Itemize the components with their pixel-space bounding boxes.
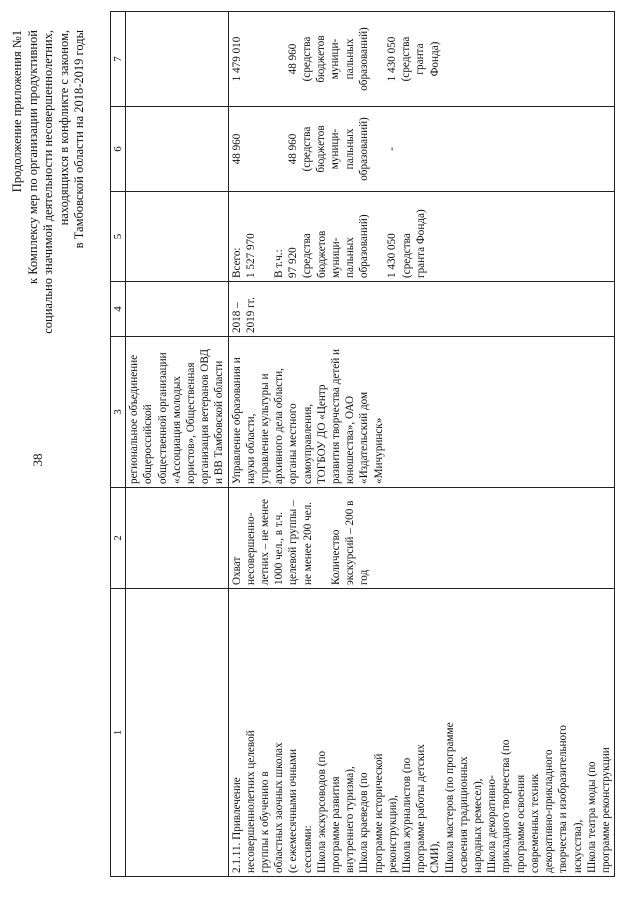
spacer xyxy=(371,15,385,103)
cell-line: (средства xyxy=(301,233,314,278)
cell-line: юристов», Общественная xyxy=(185,362,198,484)
cell-line: Школа театра моды (по xyxy=(585,761,598,873)
measure-description xyxy=(228,589,614,877)
cell-line: реконструкции), xyxy=(386,795,399,873)
cell-line: Всего: xyxy=(230,247,243,278)
cell-line: 48 960 xyxy=(286,133,299,165)
funding-2019 xyxy=(228,12,614,107)
header-line: социально значимой деятельности несовершеннолетних, xyxy=(41,30,55,334)
cell-line: СМИ), xyxy=(429,840,442,873)
table-row xyxy=(228,12,614,877)
cell-line: сессиями: xyxy=(301,825,314,873)
continuation-cell-4 xyxy=(126,282,228,337)
cell-line: муници- xyxy=(329,237,342,278)
cell-line: управление культуры и xyxy=(259,373,272,484)
column-number: 2 xyxy=(111,488,126,589)
cell-line: программе развития xyxy=(330,776,343,873)
cell-line: Фонда) xyxy=(428,41,441,77)
cell-line: общественной организации xyxy=(156,352,169,484)
cell-line: «Мичуринск» xyxy=(372,417,385,484)
continuation-cell-1 xyxy=(126,589,228,877)
spacer xyxy=(371,195,385,278)
continuation-cell-7 xyxy=(126,12,228,107)
spacer xyxy=(258,195,272,278)
cell-line: В т.ч.: xyxy=(273,249,286,278)
continuation-cell-5 xyxy=(126,192,228,282)
cell-line: творчества и изобразительного xyxy=(557,724,570,873)
cell-line: прикладного творчества (по xyxy=(500,739,513,873)
cell-line: 1 527 970 xyxy=(244,233,257,278)
cell-line: (средства xyxy=(400,36,413,82)
cell-line: «Ассоциация молодых xyxy=(170,376,183,484)
spacer xyxy=(244,110,258,188)
cell-line: 1 430 050 xyxy=(386,233,399,278)
cell-line: народных ремесел), xyxy=(472,778,485,873)
cell-line: группы к обучению в xyxy=(259,771,272,873)
cell-line: самоуправления, xyxy=(301,403,314,484)
cell-line: и ВВ Тамбовской области xyxy=(213,360,226,484)
cell-line: программе освоения xyxy=(514,774,527,873)
cell-line: экскурсий – 200 в xyxy=(344,500,357,585)
funding-total xyxy=(228,192,614,282)
cell-line: региональное объединение xyxy=(128,354,141,484)
continuation-cell-6 xyxy=(126,107,228,192)
cell-line: пальных xyxy=(343,128,356,170)
page-number: 38 xyxy=(30,453,45,467)
cell-line: Охват xyxy=(230,556,243,585)
cell-line: программе реконструкции xyxy=(599,747,612,873)
cell-line: современных техник xyxy=(528,773,541,873)
continuation-row xyxy=(126,12,228,877)
cell-line: 48 960 xyxy=(230,133,243,165)
cell-line: освоения традиционных xyxy=(457,756,470,873)
cell-line: Школа мастеров (по программе xyxy=(443,722,456,873)
header-line: Продолжение приложения №1 xyxy=(10,30,24,193)
cell-line: архивного дела области, xyxy=(273,368,286,484)
cell-line: юношества», ОАО xyxy=(344,395,357,484)
cell-line: - xyxy=(386,147,399,151)
continuation-cell-2 xyxy=(126,488,228,589)
cell-line: Школа краеведов (по xyxy=(358,772,371,873)
cell-line: 1000 чел., в т.ч. xyxy=(273,511,286,585)
cell-line: программе исторической xyxy=(372,753,385,873)
cell-line: (средства xyxy=(301,126,314,172)
column-number: 3 xyxy=(111,337,126,488)
spacer xyxy=(272,15,286,103)
cell-line: Управление образования и xyxy=(230,357,243,484)
cell-line: 2.1.11. Привлечение xyxy=(230,777,243,873)
column-number: 5 xyxy=(111,192,126,282)
cell-line: (средства xyxy=(301,36,314,82)
cell-line: бюджетов xyxy=(315,35,328,83)
spacer xyxy=(258,110,272,188)
period xyxy=(228,282,614,337)
cell-line: целевой группы – xyxy=(287,500,300,585)
cell-line: год xyxy=(358,569,371,585)
cell-line: 48 960 xyxy=(286,43,299,75)
cell-line: внутреннего туризма), xyxy=(344,766,357,873)
cell-line: образований) xyxy=(357,27,370,91)
header-line: находящихся в конфликте с законом, xyxy=(56,30,71,226)
cell-line: бюджетов xyxy=(315,125,328,173)
cell-line: 97 920 xyxy=(287,247,300,278)
cell-line: областных заочных школах xyxy=(273,742,286,873)
header-line: в Тамбовской области на 2018-2019 годы xyxy=(72,30,86,249)
cell-line: Школа экскурсоводов (по xyxy=(315,750,328,873)
cell-line: несовершеннолетних целевой xyxy=(244,730,257,873)
spacer xyxy=(371,110,385,188)
cell-line: (с ежемесячными очными xyxy=(287,749,300,873)
cell-line: пальных xyxy=(344,237,357,278)
cell-line: искусства), xyxy=(571,819,584,873)
cell-line: пальных xyxy=(343,38,356,80)
cell-line: 1 479 010 xyxy=(230,36,243,82)
column-number-row xyxy=(111,12,126,877)
cell-line: гранта xyxy=(414,43,427,75)
cell-line: образований) xyxy=(358,214,371,278)
spacer xyxy=(315,491,329,585)
cell-line: Количество xyxy=(329,529,342,585)
target-indicators xyxy=(228,488,614,589)
responsible-executors xyxy=(228,337,614,488)
cell-line: организация ветеранов ОВД xyxy=(199,348,212,484)
cell-line: Школа журналистов (по xyxy=(401,757,414,873)
cell-line: летних – не менее xyxy=(259,499,272,585)
cell-line: ТОГБОУ ДО «Центр xyxy=(315,384,328,484)
cell-line: гранта Фонда) xyxy=(414,209,427,278)
cell-line: 1 430 050 xyxy=(386,36,399,82)
cell-line: программе работы детских xyxy=(415,744,428,873)
cell-line: органы местного xyxy=(287,403,300,484)
cell-line: не менее 200 чел. xyxy=(301,501,314,585)
column-number: 4 xyxy=(111,282,126,337)
cell-line: «Издательский дом xyxy=(358,391,371,484)
cell-line: муници- xyxy=(329,38,342,80)
measures-table xyxy=(110,11,615,877)
cell-line: (средства xyxy=(400,233,413,278)
column-number: 7 xyxy=(111,12,126,107)
spacer xyxy=(244,15,258,103)
header-line: к Комплексу мер по организации продуктивной xyxy=(25,30,40,284)
cell-line: декоративно-прикладного xyxy=(543,749,556,873)
cell-line: развития творчества детей и xyxy=(330,349,343,484)
appendix-header xyxy=(10,30,88,550)
spacer xyxy=(272,110,286,188)
cell-line: науки области, xyxy=(244,413,257,484)
cell-line: муници- xyxy=(329,128,342,170)
column-number: 1 xyxy=(111,589,126,877)
cell-line: 2019 гг. xyxy=(244,297,257,333)
cell-line: общероссийской xyxy=(142,404,155,484)
continuation-executors xyxy=(126,337,228,488)
cell-line: несовершенно- xyxy=(244,512,257,585)
cell-line: образований) xyxy=(357,117,370,181)
cell-line: Школа декоративно- xyxy=(486,775,499,873)
column-number: 6 xyxy=(111,107,126,192)
cell-line: бюджетов xyxy=(315,230,328,278)
funding-2018 xyxy=(228,107,614,192)
spacer xyxy=(258,15,272,103)
cell-line: 2018 – xyxy=(230,302,243,333)
